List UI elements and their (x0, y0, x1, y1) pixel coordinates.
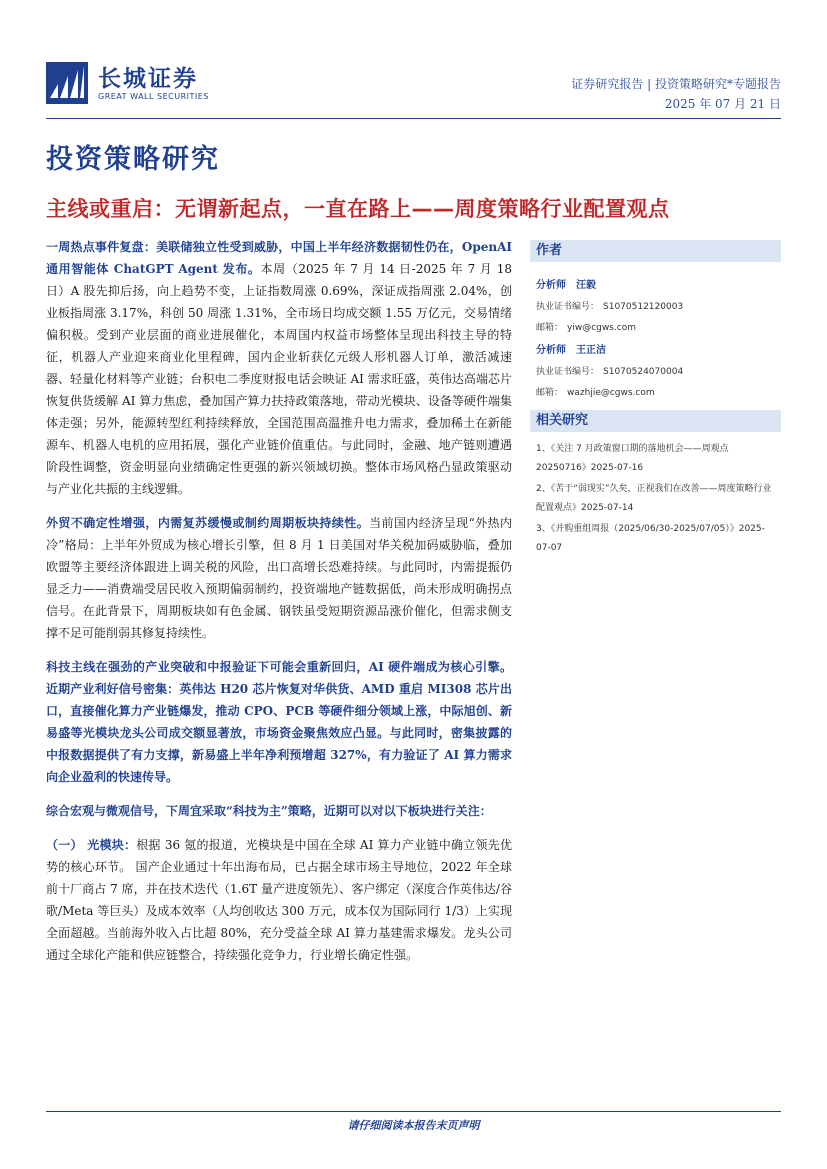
logo-name-en: GREAT WALL SECURITIES (98, 92, 209, 101)
related-research-list (530, 432, 781, 564)
analyst-cert (536, 299, 775, 312)
paragraph-trade-uncertainty (46, 512, 512, 644)
great-wall-logo-icon (46, 62, 88, 104)
cert-number: S1070512120003 (603, 302, 684, 312)
cert-label: 执业证书编号： (536, 302, 600, 312)
related-research-item[interactable]: 3、《并购重组周报（2025/06/30-2025/07/05）》2025-07-07 (536, 524, 765, 553)
paragraph-weekly-review (46, 236, 512, 500)
paragraph-text: 根据 36 氪的报道，光模块是中国在全球 AI 算力产业链中确立领先优势的核心环节。 国产企业通过十年出海布局，已占据全球市场主导地位，2022 年全球前十厂商占 7 席，并在技术迭代（1.6T 量产进度领先）、客户绑定（深度合作英伟达/谷歌/Meta 等巨头）及成本效率（人均创收达 300 万元，成本仅为国际同行 1/3）上实现全面超越。当前海外收入占比超 80%，充分受益全球 AI 算力基建需求爆发。龙头公司通过全球化产能和供应链整合，持续强化竞争力，行业增长确定性强。 (46, 838, 512, 962)
analyst-cert (536, 364, 775, 377)
analyst-email (536, 385, 775, 398)
main-content (46, 236, 512, 978)
analyst-role: 分析师 (536, 280, 566, 291)
report-subtitle: 主线或重启：无谓新起点，一直在路上——周度策略行业配置观点 (46, 197, 670, 221)
authors-heading: 作者 (530, 240, 781, 262)
paragraph-text: 本周（2025 年 7 月 14 日-2025 年 7 月 18 日）A 股先抑后扬，向上趋势不变，上证指数周涨 0.69%，深证成指周涨 2.04%，创业板指周涨 3.17%，科创 50 周涨 1.31%，全市场日均成交额 1.55 万亿元，交易情绪偏积极。受到产业层面的商业进展催化，本周国内权益市场整体呈现出科技主导的特征，机器人产业迎来商业化里程碑，国内企业斩获亿元级人形机器人订单，激活减速器、轻量化材料等产业链；台积电二季度财报电话会映证 AI 需求旺盛，英伟达高端芯片恢复供货缓解 AI 算力焦虑，叠加国产算力扶持政策落地，带动光模块、设备等硬件端集体走强；另外，能源转型红利持续释放，全国范围高温推升电力需求，叠加稀土在新能源车、机器人电机的应用拓展，强化产业链价值重估。与此同时，金融、地产链则遭遇阶段性调整，资金明显向业绩确定性更强的新兴领域切换。整体市场风格凸显政策驱动与产业化共振的主线逻辑。 (46, 262, 512, 496)
analyst-name-row (536, 276, 775, 291)
analyst-email (536, 320, 775, 333)
report-header-meta (571, 74, 781, 114)
analyst-name-row (536, 341, 775, 356)
footer-disclaimer: 请仔细阅读本报告末页声明 (347, 1119, 480, 1132)
paragraph-strategy: 综合宏观与微观信号，下周宜采取“科技为主”策略，近期可以对以下板块进行关注： (46, 804, 492, 818)
related-research-item[interactable]: 2、《苦于“弱现实”久矣，正视我们在改善——周度策略行业配置观点》2025-07-14 (536, 484, 772, 513)
cert-label: 执业证书编号： (536, 367, 600, 377)
analyst-name: 王正洁 (576, 345, 606, 356)
report-date: 2025 年 07 月 21 日 (664, 97, 781, 111)
related-research-heading: 相关研究 (530, 410, 781, 432)
page-title: 投资策略研究 (46, 144, 220, 175)
sidebar (530, 240, 781, 564)
company-logo (46, 60, 286, 108)
email-link[interactable]: wazhjie@cgws.com (567, 388, 655, 398)
logo-name-cn: 长城证券 (98, 66, 198, 92)
paragraph-text: 当前国内经济呈现“外热内冷”格局：上半年外贸成为核心增长引擎，但 8 月 1 日美国对华关税加码威胁临，叠加欧盟等主要经济体跟进上调关税的风险，出口高增长恐难持续。与此同时，内需提振仍显乏力——消费端受居民收入预期偏弱制约，投资端地产链数据低，尚未形成明确拐点信号。在此背景下，周期板块如有色金属、钢铁虽受短期资源品涨价催化，但需求侧支撑不足可能削弱其修复持续性。 (46, 516, 512, 640)
footer-divider (46, 1111, 781, 1112)
cert-number: S1070524070004 (603, 367, 684, 377)
paragraph-lead: 外贸不确定性增强，内需复苏缓慢或制约周期板块持续性。 (46, 516, 370, 530)
email-link[interactable]: yiw@cgws.com (567, 323, 636, 333)
paragraph-optical-modules (46, 834, 512, 966)
related-research-item[interactable]: 1、《关注 7 月政策窗口期的落地机会——周观点 20250716》2025-07-16 (536, 444, 729, 473)
paragraph-tech-mainline: 科技主线在强劲的产业突破和中报验证下可能会重新回归，AI 硬件端成为核心引擎。 近期产业利好信号密集：英伟达 H20 芯片恢复对华供货、AMD 重启 MI308 芯片出口，直接催化算力产业链爆发，推动 CPO、PCB 等硬件细分领域上涨，中际旭创、新易盛等光模块龙头公司成交额显著放，市场资金聚焦效应凸显。与此同时，密集披露的中报数据提供了有力支撑，新易盛上半年净利预增超 327%，有力验证了 AI 算力需求向企业盈利的快速传导。 (46, 660, 512, 784)
analyst-role: 分析师 (536, 345, 566, 356)
email-label: 邮箱： (536, 323, 564, 333)
report-type: 证券研究报告 | 投资策略研究*专题报告 (571, 77, 781, 91)
authors-block (530, 262, 781, 410)
header-divider (46, 118, 781, 119)
analyst-name: 汪毅 (576, 280, 596, 291)
paragraph-lead: （一） 光模块： (46, 838, 137, 852)
paragraph-lead: 一周热点事件复盘：美联储独立性受到威胁，中国上半年经济数据韧性仍在，OpenAI 通用智能体 ChatGPT Agent 发布。 (46, 240, 512, 276)
email-label: 邮箱： (536, 388, 564, 398)
